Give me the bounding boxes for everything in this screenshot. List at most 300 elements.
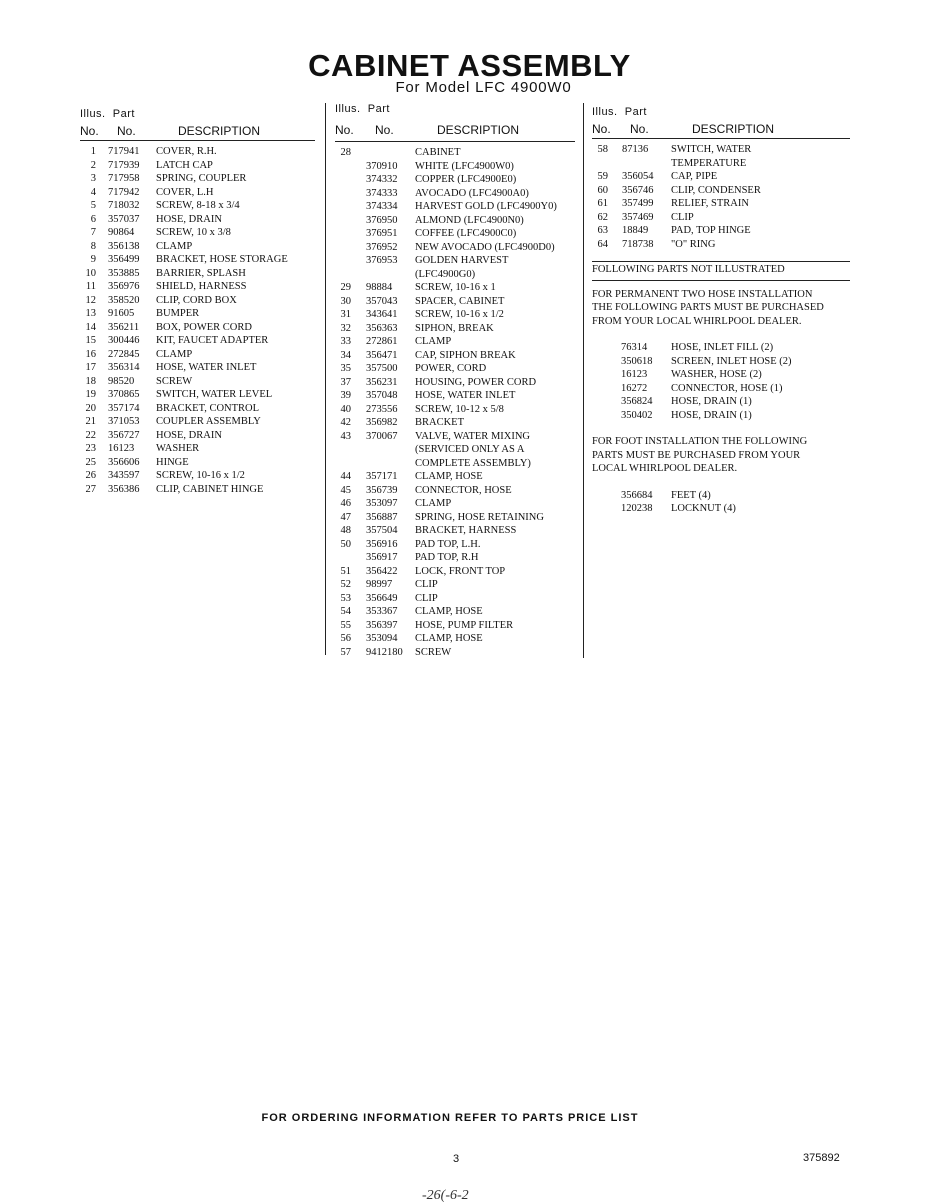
illus-number: 57: [340, 646, 351, 658]
part-row: [592, 395, 850, 409]
part-description: CLAMP, HOSE: [415, 471, 483, 482]
part-row: [80, 361, 315, 375]
part-description: POWER, CORD: [415, 363, 487, 374]
part-description: CLAMP, HOSE: [415, 606, 483, 617]
part-row: [592, 143, 850, 157]
part-number: 356386: [108, 483, 140, 495]
part-row: [592, 197, 850, 211]
part-row: [80, 159, 315, 173]
part-description: BRACKET: [415, 417, 465, 428]
part-number: 718738: [622, 238, 654, 250]
header-illus-no: No.: [80, 124, 99, 138]
part-number: 376952: [366, 241, 398, 253]
part-number: 98997: [366, 579, 393, 590]
part-row: [592, 341, 850, 355]
part-number: 356916: [366, 538, 398, 550]
part-row: [592, 211, 850, 225]
part-number: 98884: [366, 282, 393, 293]
illus-number: 21: [85, 416, 96, 427]
part-description: SCREEN, INLET HOSE (2): [671, 355, 792, 367]
part-row: [335, 565, 575, 579]
part-row: [592, 382, 850, 396]
header-description: DESCRIPTION: [178, 124, 261, 138]
part-number: 16123: [621, 369, 648, 380]
part-row: [335, 227, 575, 241]
part-number: 356739: [366, 484, 398, 496]
part-row: [80, 388, 315, 402]
illus-number: 47: [340, 511, 351, 523]
header-part-no: No.: [117, 124, 136, 138]
part-description: NEW AVOCADO (LFC4900D0): [415, 241, 555, 253]
illus-number: 17: [85, 362, 96, 373]
header-illus-no: No.: [592, 122, 611, 136]
part-number: 358520: [108, 294, 140, 306]
part-description: CLIP, CONDENSER: [671, 184, 761, 196]
illus-number: 6: [90, 213, 96, 225]
part-row: [80, 442, 315, 456]
part-number: 356887: [366, 511, 398, 523]
part-number: 356314: [108, 362, 140, 373]
part-row: [80, 213, 315, 227]
part-row: [335, 443, 575, 457]
illus-number: 43: [340, 430, 351, 442]
illus-number: 45: [340, 484, 351, 496]
illus-number: 29: [340, 282, 351, 293]
part-number: 356211: [108, 321, 140, 333]
part-row: [335, 646, 575, 660]
document-number: 375892: [803, 1152, 840, 1164]
header-illus-no: No.: [335, 123, 354, 137]
header-illus-part: Illus. Part: [335, 103, 390, 115]
part-description: CLAMP: [156, 240, 193, 252]
illus-number: 40: [340, 403, 351, 415]
part-number: 272861: [366, 336, 398, 347]
note-line: FROM YOUR LOCAL WHIRLPOOL DEALER.: [592, 315, 802, 327]
part-row: [335, 200, 575, 214]
parts-list: [592, 143, 850, 251]
part-number: 87136: [622, 144, 649, 155]
part-number: 374334: [366, 201, 398, 212]
part-row: [592, 502, 850, 516]
part-row: [335, 551, 575, 565]
header-part-no: No.: [375, 123, 394, 137]
part-description: CABINET: [415, 147, 461, 158]
part-description: LATCH CAP: [156, 159, 213, 171]
part-description: SIPHON, BREAK: [415, 322, 494, 334]
part-number: 357499: [622, 198, 654, 209]
part-description: WASHER: [156, 443, 200, 454]
part-number: 357174: [108, 402, 140, 414]
part-number: 356397: [366, 619, 398, 631]
part-number: 353885: [108, 267, 140, 279]
part-description: SCREW, 10-16 x 1/2: [415, 309, 504, 320]
part-number: 356471: [366, 349, 398, 361]
part-description: SCREW, 10-12 x 5/8: [415, 403, 504, 415]
part-row: [80, 280, 315, 294]
part-description: SCREW, 10-16 x 1/2: [156, 470, 245, 481]
part-number: 356422: [366, 565, 398, 577]
part-description: LOCKNUT (4): [671, 503, 736, 514]
part-number: 356363: [366, 322, 398, 334]
part-row: [335, 362, 575, 376]
part-row: [335, 592, 575, 606]
part-description: COFFEE (LFC4900C0): [415, 228, 517, 239]
part-number: 343597: [108, 470, 140, 481]
part-row: [80, 402, 315, 416]
part-row: [80, 375, 315, 389]
part-number: 357048: [366, 390, 398, 401]
part-description: HOSE, DRAIN: [156, 213, 222, 225]
part-description: CLAMP, HOSE: [415, 633, 483, 644]
note-line: LOCAL WHIRLPOOL DEALER.: [592, 463, 738, 474]
parts-list: [80, 145, 315, 496]
column-header: [592, 106, 850, 138]
part-number: 357469: [622, 211, 654, 223]
part-description: CLIP: [415, 592, 438, 604]
part-description: BRACKET, HOSE STORAGE: [156, 254, 288, 265]
part-description: BOX, POWER CORD: [156, 321, 252, 333]
part-description: SPRING, HOSE RETAINING: [415, 511, 544, 523]
part-description: BRACKET, CONTROL: [156, 402, 260, 414]
illus-number: 28: [340, 147, 351, 158]
part-number: 717941: [108, 146, 140, 157]
illus-number: 14: [85, 321, 96, 333]
permanent-parts-list: [592, 341, 850, 422]
part-row: [80, 172, 315, 186]
part-row: [80, 294, 315, 308]
part-row: [80, 226, 315, 240]
header-description: DESCRIPTION: [692, 122, 775, 136]
part-number: 356649: [366, 592, 398, 604]
part-description: CLIP, CABINET HINGE: [156, 483, 264, 495]
part-row: [80, 429, 315, 443]
part-description: SCREW: [156, 375, 193, 387]
part-number: 91605: [108, 308, 135, 319]
part-number: 98520: [108, 375, 135, 387]
illus-number: 13: [85, 308, 96, 319]
part-number: 353367: [366, 606, 398, 617]
part-description: AVOCADO (LFC4900A0): [415, 187, 529, 199]
part-description: PAD TOP, L.H.: [415, 538, 481, 550]
part-description: CONNECTOR, HOSE: [415, 484, 512, 496]
illus-number: 55: [340, 619, 351, 631]
part-number: 120238: [621, 503, 653, 514]
part-description: COVER, R.H.: [156, 146, 217, 157]
illus-number: 54: [340, 606, 351, 617]
illus-number: 51: [340, 565, 351, 577]
part-row: [335, 187, 575, 201]
part-row: [80, 348, 315, 362]
part-row: [80, 145, 315, 159]
part-number: 356824: [621, 396, 653, 407]
part-number: 353094: [366, 633, 398, 644]
part-description: BRACKET, HARNESS: [415, 525, 517, 536]
part-description: SWITCH, WATER: [671, 144, 752, 155]
note-line: PARTS MUST BE PURCHASED FROM YOUR: [592, 449, 801, 461]
header-rule: [80, 140, 315, 141]
illus-number: 59: [597, 171, 608, 182]
part-row: [80, 186, 315, 200]
part-description: CLAMP: [156, 348, 193, 360]
part-description: KIT, FAUCET ADAPTER: [156, 335, 269, 346]
part-description: CLIP: [671, 211, 694, 223]
part-description: WHITE (LFC4900W0): [415, 160, 514, 172]
illus-number: 22: [85, 429, 96, 441]
part-description: HOSE, DRAIN (1): [671, 396, 752, 407]
part-row: [80, 240, 315, 254]
part-description: SWITCH, WATER LEVEL: [156, 389, 273, 400]
illus-number: 61: [597, 198, 608, 209]
header-rule: [592, 138, 850, 139]
section-rule: [592, 261, 850, 262]
illus-number: 10: [85, 267, 96, 279]
foot-parts-list: [592, 489, 850, 516]
illus-number: 30: [340, 295, 351, 307]
part-description: HARVEST GOLD (LFC4900Y0): [415, 201, 557, 212]
illus-number: 20: [85, 402, 96, 414]
illus-number: 58: [597, 144, 608, 155]
part-number: 357037: [108, 213, 140, 225]
part-description: HOSE, INLET FILL (2): [671, 342, 774, 353]
part-description: SCREW: [415, 646, 452, 658]
note-line: FOR PERMANENT TWO HOSE INSTALLATION: [592, 288, 813, 300]
part-description: CAP, PIPE: [671, 171, 718, 182]
ordering-info: FOR ORDERING INFORMATION REFER TO PARTS PRICE LIST: [261, 1112, 639, 1124]
part-description: (SERVICED ONLY AS A: [415, 444, 525, 455]
part-row: [592, 489, 850, 503]
part-description: SPRING, COUPLER: [156, 173, 247, 184]
part-description: SCREW, 10-16 x 1: [415, 282, 496, 293]
illus-number: 56: [340, 633, 351, 644]
part-description: HOSE, WATER INLET: [156, 362, 257, 373]
part-row: [592, 368, 850, 382]
illus-number: 44: [340, 471, 351, 482]
part-row: [335, 470, 575, 484]
part-description: WASHER, HOSE (2): [671, 369, 762, 380]
part-number: 356606: [108, 456, 140, 468]
page-number: 3: [453, 1153, 460, 1165]
part-description: GOLDEN HARVEST: [415, 255, 509, 266]
illus-number: 15: [85, 335, 96, 346]
part-number: 356231: [366, 376, 398, 388]
part-description: VALVE, WATER MIXING: [415, 430, 531, 442]
permanent-install-note: [592, 288, 850, 329]
part-row: [592, 224, 850, 238]
column-header: [80, 108, 315, 140]
part-row: [80, 334, 315, 348]
part-number: 356746: [622, 184, 654, 196]
illus-number: 48: [340, 525, 351, 536]
part-row: [592, 170, 850, 184]
part-row: [80, 469, 315, 483]
part-number: 370865: [108, 389, 140, 400]
part-row: [335, 254, 575, 268]
illus-number: 37: [340, 376, 351, 388]
illus-number: 53: [340, 592, 351, 604]
handwritten-mark: -26(-6-2: [422, 1188, 469, 1203]
header-rule: [335, 141, 575, 142]
column-header: [335, 103, 575, 135]
part-description: HINGE: [156, 456, 189, 468]
part-description: HOUSING, POWER CORD: [415, 376, 537, 388]
part-number: 18849: [622, 225, 649, 236]
part-number: 717939: [108, 159, 140, 171]
illus-number: 42: [340, 417, 351, 428]
parts-column-2: [335, 103, 575, 659]
part-number: 357504: [366, 525, 398, 536]
part-number: 356138: [108, 240, 140, 252]
illus-number: 27: [85, 483, 96, 495]
column-divider: [583, 103, 584, 658]
illus-number: 62: [597, 211, 608, 223]
part-number: 350618: [621, 355, 653, 367]
illus-number: 34: [340, 349, 351, 361]
part-row: [335, 335, 575, 349]
part-description: HOSE, DRAIN (1): [671, 409, 752, 421]
part-description: PAD, TOP HINGE: [671, 225, 751, 236]
part-row: [335, 403, 575, 417]
part-row: [335, 511, 575, 525]
part-number: 356727: [108, 429, 140, 441]
part-row: [335, 389, 575, 403]
part-row: [80, 307, 315, 321]
part-description: COPPER (LFC4900E0): [415, 174, 517, 185]
part-row: [335, 605, 575, 619]
page-title: CABINET ASSEMBLY: [308, 48, 631, 83]
part-number: 90864: [108, 227, 135, 238]
part-row: [80, 253, 315, 267]
part-number: 356499: [108, 254, 140, 265]
part-number: 376953: [366, 255, 398, 266]
part-description: HOSE, PUMP FILTER: [415, 619, 514, 631]
part-description: SCREW, 8-18 x 3/4: [156, 200, 240, 211]
parts-column-3: [592, 106, 850, 516]
part-description: CLAMP: [415, 336, 452, 347]
illus-number: 2: [90, 159, 96, 171]
part-number: 300446: [108, 335, 140, 346]
illus-number: 31: [340, 309, 351, 320]
illus-number: 7: [90, 227, 96, 238]
illus-number: 18: [85, 375, 96, 387]
part-description: CAP, SIPHON BREAK: [415, 349, 516, 361]
part-row: [335, 538, 575, 552]
part-number: 718032: [108, 200, 140, 211]
part-row: [335, 349, 575, 363]
part-row: [592, 238, 850, 252]
part-description: CLIP: [415, 579, 438, 590]
illus-number: 52: [340, 579, 351, 590]
illus-number: 5: [90, 200, 96, 211]
part-description: LOCK, FRONT TOP: [415, 565, 506, 577]
part-row: [335, 268, 575, 282]
part-row: [335, 308, 575, 322]
part-row: [335, 160, 575, 174]
part-number: 374333: [366, 187, 398, 199]
part-description: ALMOND (LFC4900N0): [415, 214, 524, 226]
illus-number: 50: [340, 538, 351, 550]
part-description: SPACER, CABINET: [415, 295, 505, 307]
illus-number: 9: [90, 254, 96, 265]
illus-number: 33: [340, 336, 351, 347]
not-illustrated-heading: FOLLOWING PARTS NOT ILLUSTRATED: [592, 264, 785, 275]
part-description: (LFC4900G0): [415, 268, 476, 280]
part-row: [335, 241, 575, 255]
illus-number: 4: [90, 186, 96, 198]
part-row: [80, 321, 315, 335]
part-description: FEET (4): [671, 489, 711, 501]
part-row: [80, 483, 315, 497]
part-description: "O" RING: [671, 238, 716, 250]
part-number: 717942: [108, 186, 140, 198]
part-number: 76314: [621, 342, 648, 353]
part-number: 16123: [108, 443, 135, 454]
part-number: 374332: [366, 174, 398, 185]
part-row: [335, 484, 575, 498]
part-number: 376950: [366, 214, 398, 226]
part-description: BARRIER, SPLASH: [156, 267, 246, 279]
part-number: 370067: [366, 430, 398, 442]
header-part-no: No.: [630, 122, 649, 136]
part-description: HOSE, DRAIN: [156, 429, 222, 441]
part-number: 357043: [366, 295, 398, 307]
part-description: TEMPERATURE: [671, 157, 747, 169]
header-description: DESCRIPTION: [437, 123, 520, 137]
illus-number: 11: [85, 281, 96, 292]
part-row: [335, 376, 575, 390]
illus-number: 16: [85, 348, 96, 360]
part-row: [335, 281, 575, 295]
part-description: SCREW, 10 x 3/8: [156, 227, 231, 238]
part-description: CONNECTOR, HOSE (1): [671, 382, 783, 394]
part-description: HOSE, WATER INLET: [415, 390, 516, 401]
part-number: 356684: [621, 489, 653, 501]
part-number: 9412180: [366, 646, 403, 658]
part-row: [335, 430, 575, 444]
part-row: [80, 415, 315, 429]
part-description: COVER, L.H: [156, 186, 214, 198]
part-row: [335, 214, 575, 228]
illus-number: 39: [340, 390, 351, 401]
column-divider: [325, 103, 326, 655]
part-row: [335, 295, 575, 309]
part-row: [335, 416, 575, 430]
part-number: 353097: [366, 498, 398, 509]
part-row: [335, 146, 575, 160]
part-number: 717958: [108, 173, 140, 184]
part-row: [592, 184, 850, 198]
model-subtitle: For Model LFC 4900W0: [395, 79, 572, 96]
illus-number: 60: [597, 184, 608, 196]
part-description: SHIELD, HARNESS: [156, 281, 247, 292]
illus-number: 23: [85, 443, 96, 454]
part-number: 356976: [108, 281, 140, 292]
illus-number: 63: [597, 225, 608, 236]
part-row: [335, 173, 575, 187]
part-description: RELIEF, STRAIN: [671, 198, 749, 209]
part-number: 16272: [621, 382, 648, 394]
illus-number: 1: [90, 146, 96, 157]
part-number: 370910: [366, 160, 398, 172]
part-row: [335, 632, 575, 646]
part-row: [80, 456, 315, 470]
note-line: FOR FOOT INSTALLATION THE FOLLOWING: [592, 436, 808, 447]
part-number: 371053: [108, 416, 140, 427]
part-row: [592, 157, 850, 171]
header-illus-part: Illus. Part: [80, 108, 135, 120]
illus-number: 25: [85, 456, 96, 468]
parts-column-1: [80, 108, 315, 496]
part-row: [335, 322, 575, 336]
